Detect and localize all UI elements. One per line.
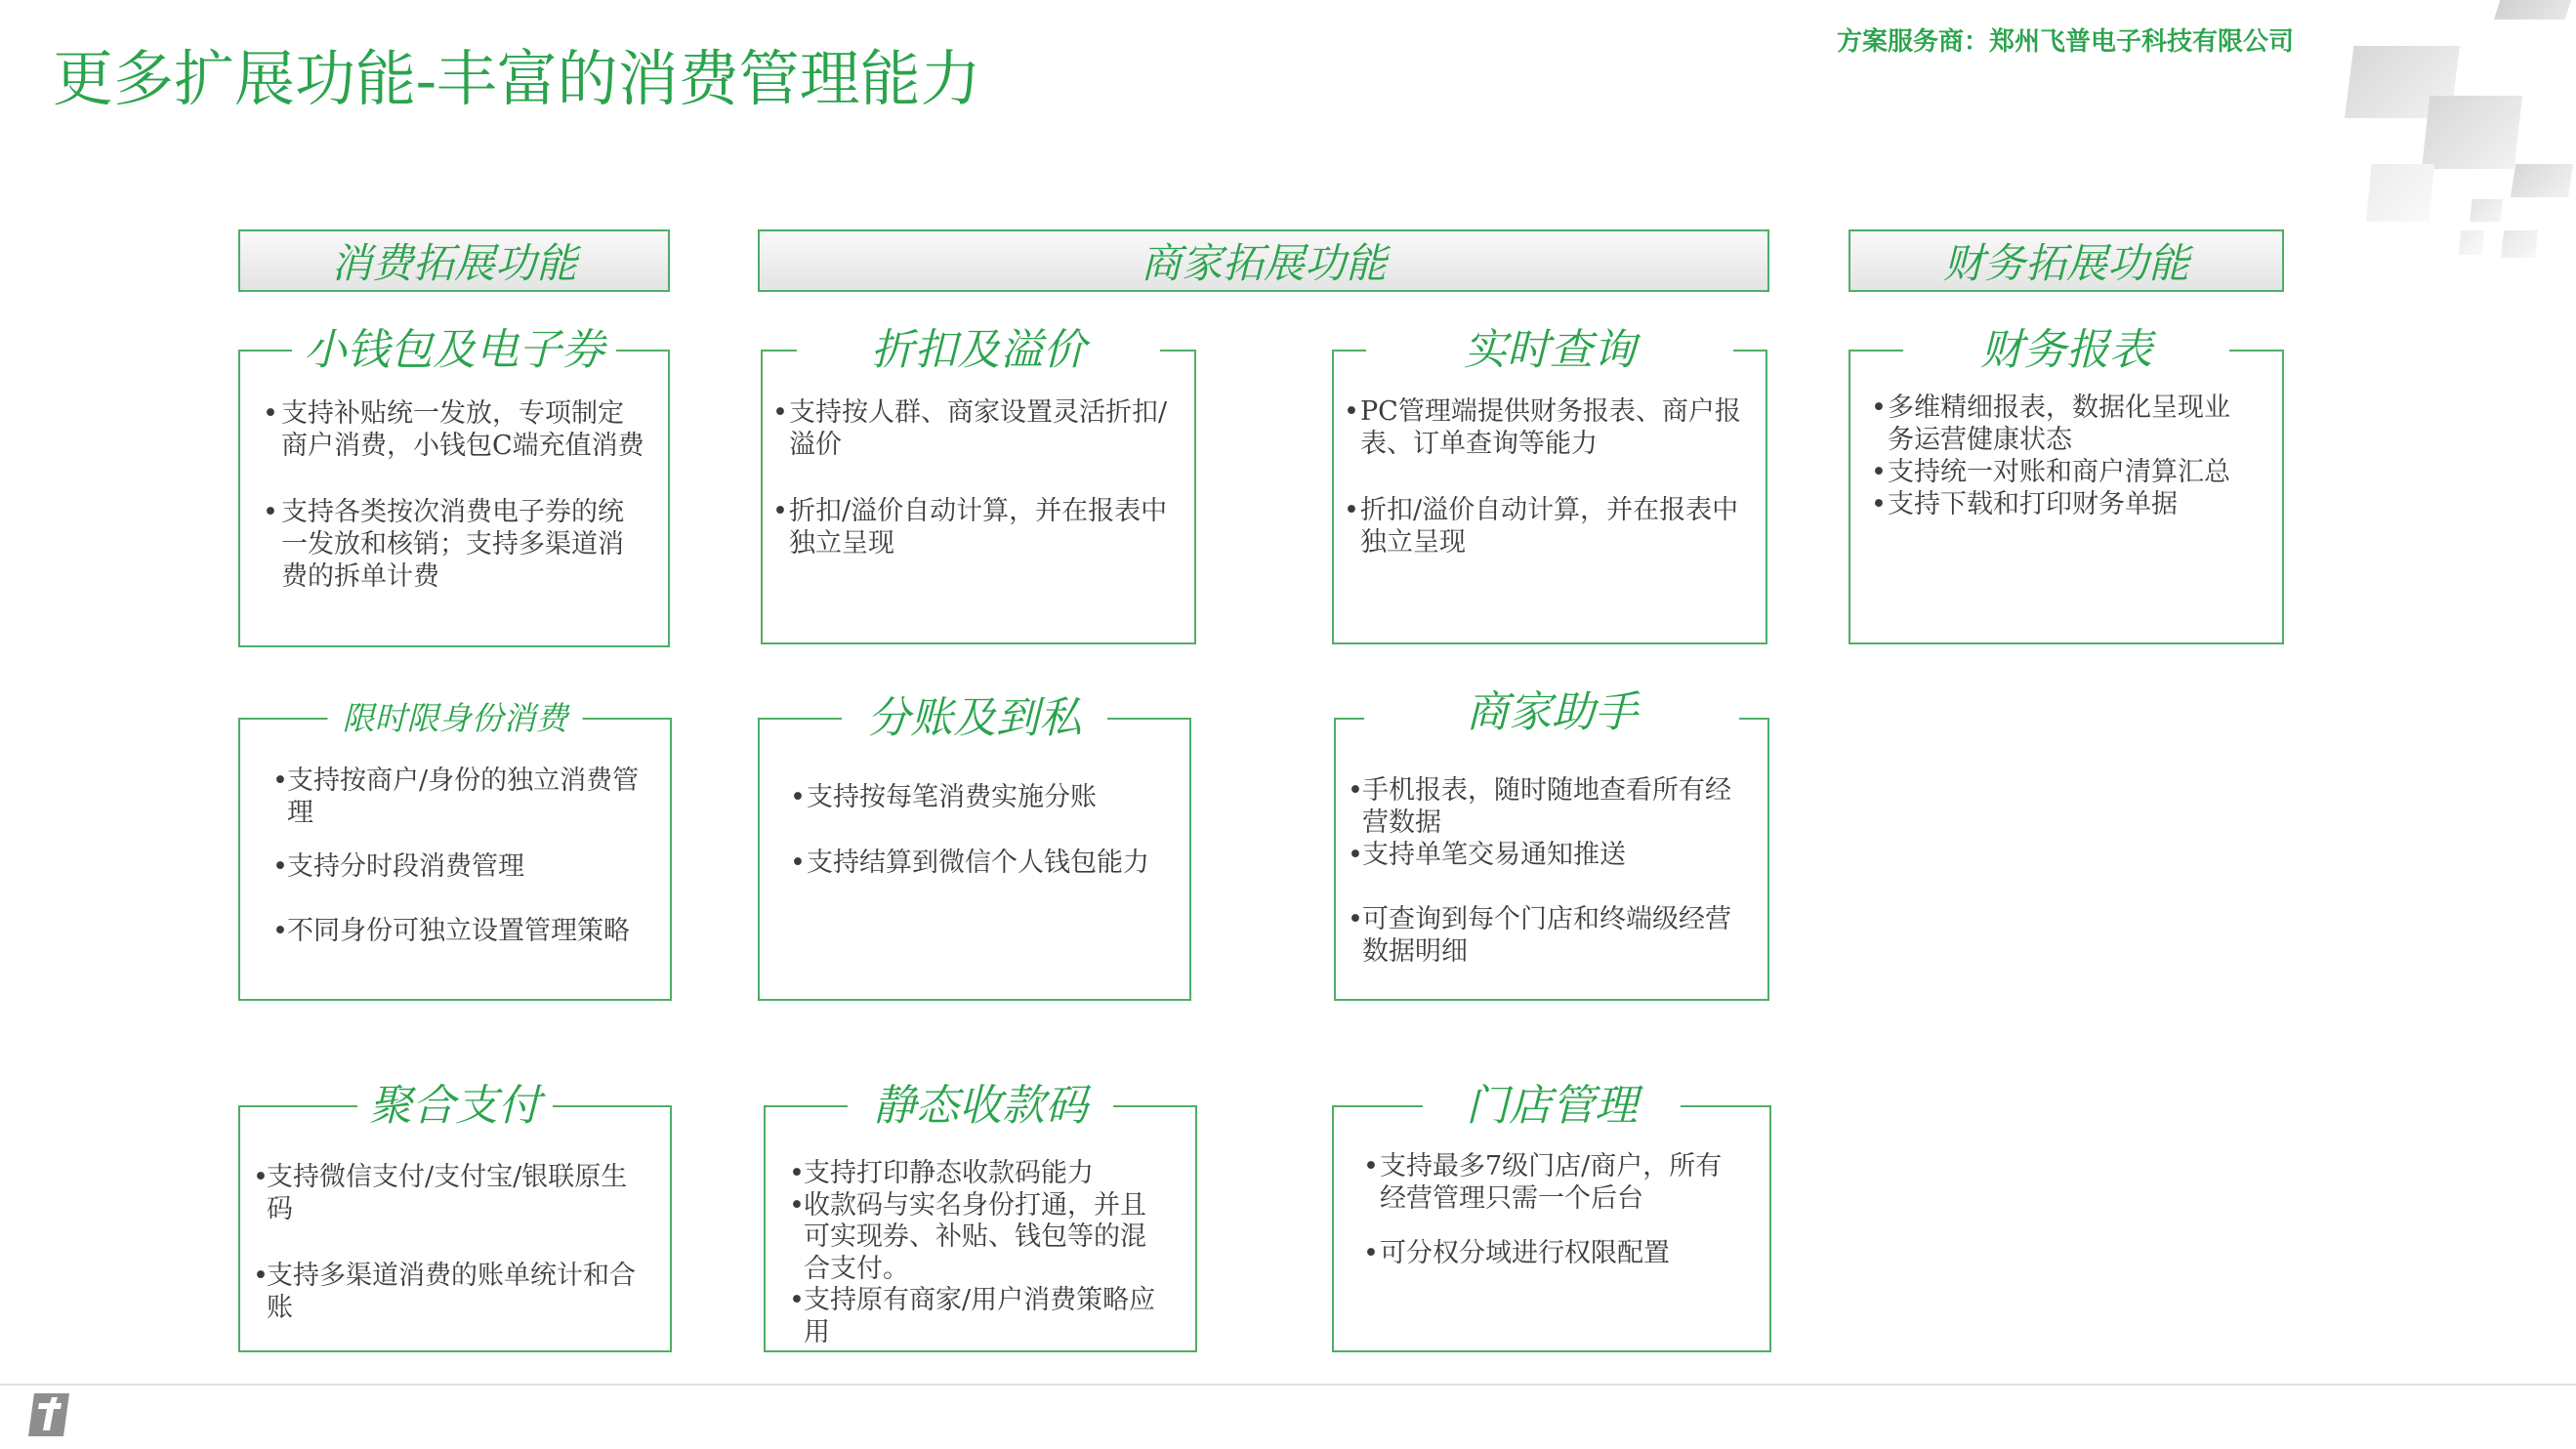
- feature-list: [790, 781, 1178, 879]
- card-merchant-assistant: [1334, 687, 1769, 1001]
- card-title: 静态收款码: [848, 1082, 1113, 1131]
- card-title: 限时限身份消费: [328, 699, 583, 738]
- feature-item: • 支持原有商家/用户消费策略应用: [789, 1285, 1163, 1348]
- feature-item: • 折扣/溢价自动计算，并在报表中独立呈现: [1344, 494, 1749, 559]
- decor-square: [2422, 96, 2522, 169]
- card-time-identity-limits: [238, 699, 672, 1001]
- card-financial-reports: [1849, 325, 2284, 644]
- feature-item: • 支持多渠道消费的账单统计和合账: [253, 1260, 645, 1324]
- decor-square: [2470, 199, 2503, 222]
- feature-item: • 支持结算到微信个人钱包能力: [790, 847, 1178, 879]
- feature-item: • 支持单笔交易通知推送: [1348, 839, 1743, 871]
- feature-item: • 支持最多7级门店/商户，所有经营管理只需一个后台: [1363, 1150, 1733, 1215]
- card-discount-premium: [761, 325, 1196, 644]
- card-realtime-query: [1332, 325, 1767, 644]
- feature-item: • 支持按人群、商家设置灵活折扣/溢价: [772, 396, 1178, 461]
- feature-list: [1871, 392, 2244, 520]
- feature-item: • 不同身份可独立设置管理策略: [272, 915, 653, 947]
- footer-divider: [0, 1384, 2576, 1386]
- feature-item: • 支持各类按次消费电子券的统一发放和核销；支持多渠道消费的拆单计费: [263, 496, 646, 593]
- feature-item: • 收款码与实名身份打通，并且可实现券、补贴、钱包等的混合支付。: [789, 1190, 1163, 1286]
- card-aggregated-payment: [238, 1081, 672, 1352]
- card-title: 折扣及溢价: [797, 326, 1160, 375]
- feature-list: [772, 396, 1178, 559]
- card-title: 财务报表: [1903, 326, 2229, 375]
- feature-list: [253, 1161, 645, 1324]
- card-split-settlement: [758, 693, 1191, 1001]
- feature-list: [272, 765, 653, 947]
- card-title: 实时查询: [1366, 326, 1733, 375]
- feature-item: • PC管理端提供财务报表、商户报表、订单查询等能力: [1344, 395, 1749, 460]
- feature-item: • 折扣/溢价自动计算，并在报表中独立呈现: [772, 495, 1178, 559]
- feature-item: • 可分权分域进行权限配置: [1363, 1237, 1733, 1269]
- card-title: 分账及到私: [842, 694, 1107, 743]
- decor-square: [2366, 164, 2434, 222]
- decor-square: [2511, 164, 2573, 197]
- card-wallet-coupons: [238, 325, 670, 647]
- provider-label: 方案服务商：郑州飞普电子科技有限公司: [1837, 26, 2295, 56]
- feature-list: [789, 1158, 1163, 1348]
- card-title: 商家助手: [1364, 688, 1739, 737]
- feature-item: • 手机报表，随时随地查看所有经营数据: [1348, 774, 1743, 839]
- feature-item: • 支持统一对账和商户清算汇总: [1871, 456, 2244, 488]
- logo-icon: [28, 1393, 69, 1436]
- card-title: 门店管理: [1423, 1082, 1681, 1131]
- feature-item: • 支持按商户/身份的独立消费管理: [272, 765, 653, 829]
- feature-item: • 支持按每笔消费实施分账: [790, 781, 1178, 813]
- card-store-management: [1332, 1081, 1771, 1352]
- card-title: 聚合支付: [357, 1082, 553, 1131]
- decor-square: [2501, 230, 2538, 258]
- decor-square: [2459, 230, 2484, 255]
- feature-item: • 支持分时段消费管理: [272, 850, 653, 883]
- feature-item: • 支持打印静态收款码能力: [789, 1158, 1163, 1190]
- page-title: 更多扩展功能-丰富的消费管理能力: [53, 47, 981, 113]
- feature-item: • 多维精细报表，数据化呈现业务运营健康状态: [1871, 392, 2244, 456]
- decor-square: [2494, 0, 2571, 20]
- section-header-consumption: 消费拓展功能: [238, 229, 670, 292]
- section-header-finance: 财务拓展功能: [1849, 229, 2284, 292]
- feature-item: • 支持补贴统一发放，专项制定商户消费，小钱包C端充值消费: [263, 397, 646, 462]
- feature-item: • 可查询到每个门店和终端级经营数据明细: [1348, 903, 1743, 968]
- feature-list: [263, 397, 646, 593]
- feature-item: • 支持下载和打印财务单据: [1871, 488, 2244, 520]
- feature-list: [1348, 774, 1743, 968]
- feature-list: [1344, 395, 1749, 559]
- card-title: 小钱包及电子券: [292, 326, 616, 375]
- feature-item: • 支持微信支付/支付宝/银联原生码: [253, 1161, 645, 1225]
- feature-list: [1363, 1150, 1733, 1269]
- card-static-qr-code: [764, 1081, 1197, 1352]
- section-header-merchant: 商家拓展功能: [758, 229, 1769, 292]
